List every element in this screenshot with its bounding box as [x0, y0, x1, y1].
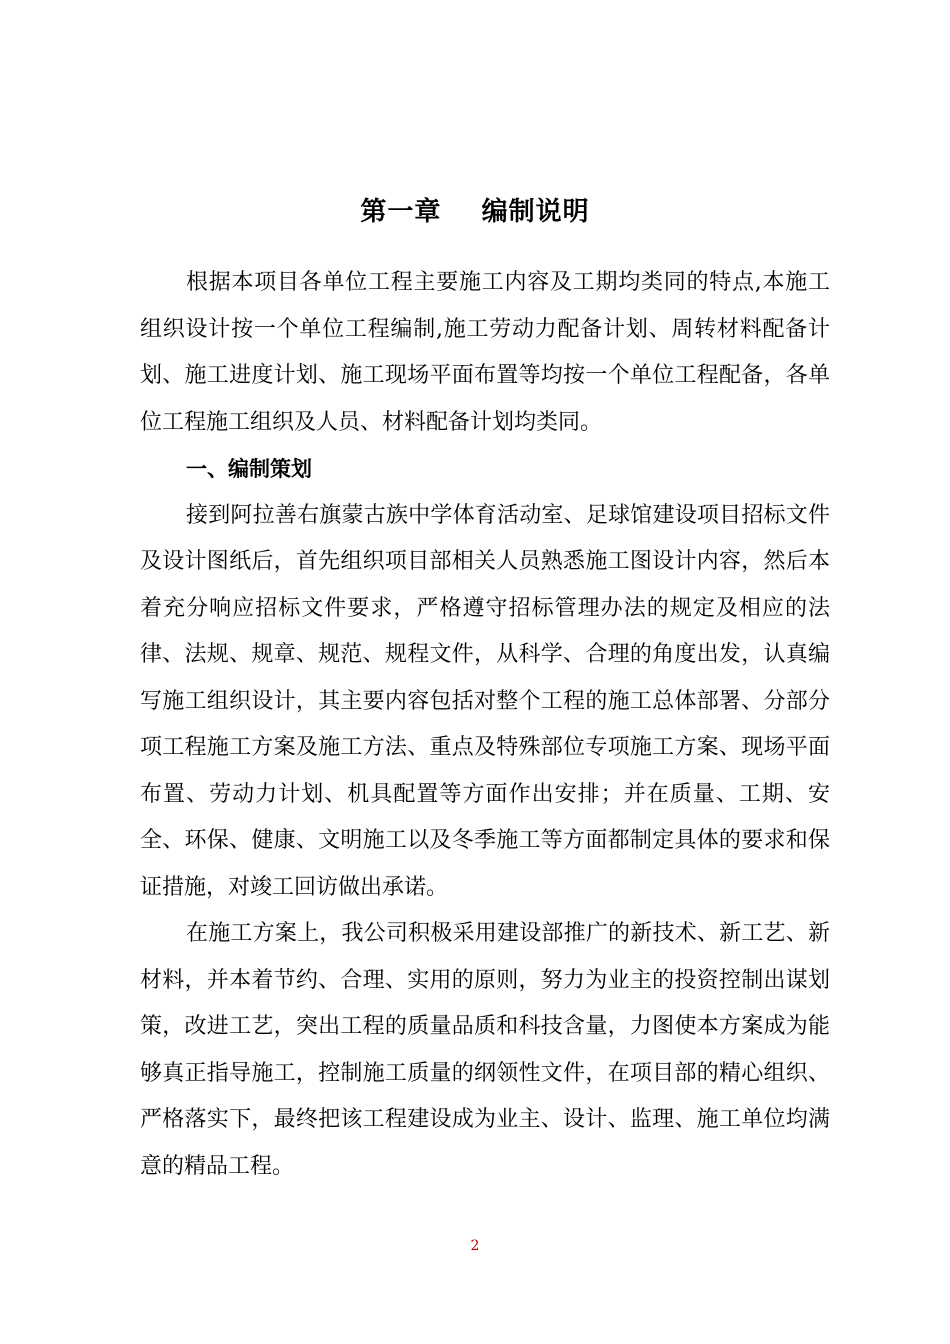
section-heading: 一、编制策划 — [186, 457, 312, 481]
page-number: 2 — [470, 1238, 480, 1254]
body-paragraph: 在施工方案上，我公司积极采用建设部推广的新技术、新工艺、新材料，并本着节约、合理、实用的原则，努力为业主的投资控制出谋划策，改进工艺，突出工程的质量品质和科技含量，力图使本方案成为能够真正指导施工，控制施工质量的纲领性文件，在项目部的精心组织、严格落实下，最终把该工程建设成为业主、设计、监理、施工单位均满意的精品工程。 — [140, 921, 830, 1179]
chapter-title: 第一章 编制说明 — [360, 197, 590, 227]
body-paragraph: 接到阿拉善右旗蒙古族中学体育活动室、足球馆建设项目招标文件及设计图纸后，首先组织项目部相关人员熟悉施工图设计内容，然后本着充分响应招标文件要求，严格遵守招标管理办法的规定及相应的法律、法规、规章、规范、规程文件，从科学、合理的角度出发，认真编写施工组织设计，其主要内容包括对整个工程的施工总体部署、分部分项工程施工方案及施工方法、重点及特殊部位专项施工方案、现场平面布置、劳动力计划、机具配置等方面作出安排；并在质量、工期、安全、环保、健康、文明施工以及冬季施工等方面都制定具体的要求和保证措施，对竣工回访做出承诺。 — [140, 502, 830, 900]
intro-paragraph: 根据本项目各单位工程主要施工内容及工期均类同的特点,本施工组织设计按一个单位工程编制,施工劳动力配备计划、周转材料配备计划、施工进度计划、施工现场平面布置等均按一个单位工程配备，各单位工程施工组织及人员、材料配备计划均类同。 — [140, 270, 830, 435]
document-body — [140, 260, 830, 1190]
